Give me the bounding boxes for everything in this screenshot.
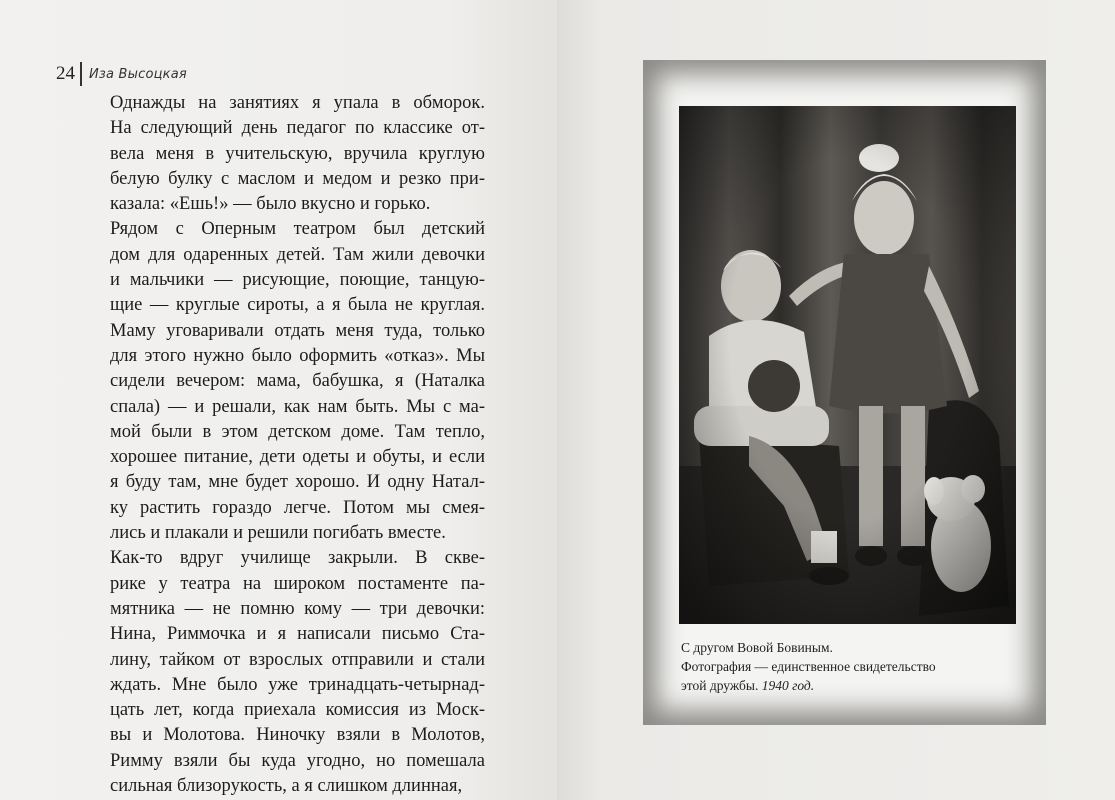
left-page — [0, 0, 557, 800]
text-line: ждать. Мне было уже тринадцать-четырнад- — [110, 674, 485, 695]
text-line: рике у театра на широком постаменте па- — [110, 573, 485, 594]
text-line: Римму взяли бы куда угодно, но помешала — [110, 750, 485, 771]
text-line: я буду там, мне будет хорошо. И одну Натал- — [110, 472, 485, 493]
photo-illustration — [679, 106, 1016, 624]
caption-year: 1940 год. — [761, 678, 815, 693]
text-line: вы и Молотова. Ниночку взяли в Молотов, — [110, 725, 485, 746]
text-line: сидели вечером: мама, бабушка, я (Наталка — [110, 371, 485, 392]
caption-text: этой дружбы. — [681, 678, 759, 693]
text-line: лину, тайком от взрослых отправили и стали — [110, 649, 485, 670]
photograph — [679, 106, 1016, 624]
photo-caption — [681, 638, 1021, 695]
text-line: сильная близорукость, а я слишком длинная, — [110, 776, 463, 797]
running-head — [56, 60, 187, 88]
text-line: цать лет, когда приехала комиссия из Моск- — [110, 700, 485, 721]
text-line: и мальчики — рисующие, поющие, танцую- — [110, 270, 485, 291]
caption-line: Фотография — единственное свидетельство — [681, 659, 936, 674]
text-line: ку растить гораздо легче. Потом мы смея- — [110, 497, 485, 518]
page-number: 24 — [56, 63, 75, 84]
running-head-author: Иза Высоцкая — [89, 66, 187, 82]
text-line: хорошее питание, дети одеты и обуты, и если — [110, 447, 485, 468]
paragraph — [80, 91, 485, 217]
text-line: Рядом с Оперным театром был детский — [110, 219, 485, 240]
header-divider — [80, 62, 82, 86]
paragraph — [80, 217, 485, 546]
text-line: лись и плакали и решили погибать вместе. — [110, 523, 446, 544]
text-line: белую булку с маслом и медом и резко при- — [110, 168, 485, 189]
text-line: вела меня в учительскую, вручила круглую — [110, 143, 485, 164]
text-line: Нина, Риммочка и я написали письмо Ста- — [110, 624, 485, 645]
text-line: На следующий день педагог по классике от- — [110, 118, 485, 139]
text-line: мой были в этом детском доме. Там тепло, — [110, 421, 485, 442]
text-line: Как-то вдруг училище закрыли. В скве- — [110, 548, 485, 569]
caption-line: С другом Вовой Бовиным. — [681, 640, 833, 655]
text-line: спала) — и решали, как нам быть. Мы с ма- — [110, 396, 485, 417]
text-line: для этого нужно было оформить «отказ». Мы — [110, 345, 485, 366]
body-text — [80, 91, 485, 799]
photo-frame — [643, 60, 1046, 725]
text-line: Маму уговаривали отдать меня туда, только — [110, 320, 485, 341]
text-line: щие — круглые сироты, а я была не круглая. — [110, 295, 485, 316]
caption-line — [681, 676, 1021, 695]
text-line: дом для одаренных детей. Там жили девочки — [110, 244, 485, 265]
text-line: Однажды на занятиях я упала в обморок. — [110, 93, 485, 113]
paragraph — [80, 546, 485, 799]
text-line: казала: «Ешь!» — было вкусно и горько. — [110, 194, 431, 215]
right-page — [557, 0, 1115, 800]
text-line: мятника — не помню кому — три девочки: — [110, 598, 485, 619]
